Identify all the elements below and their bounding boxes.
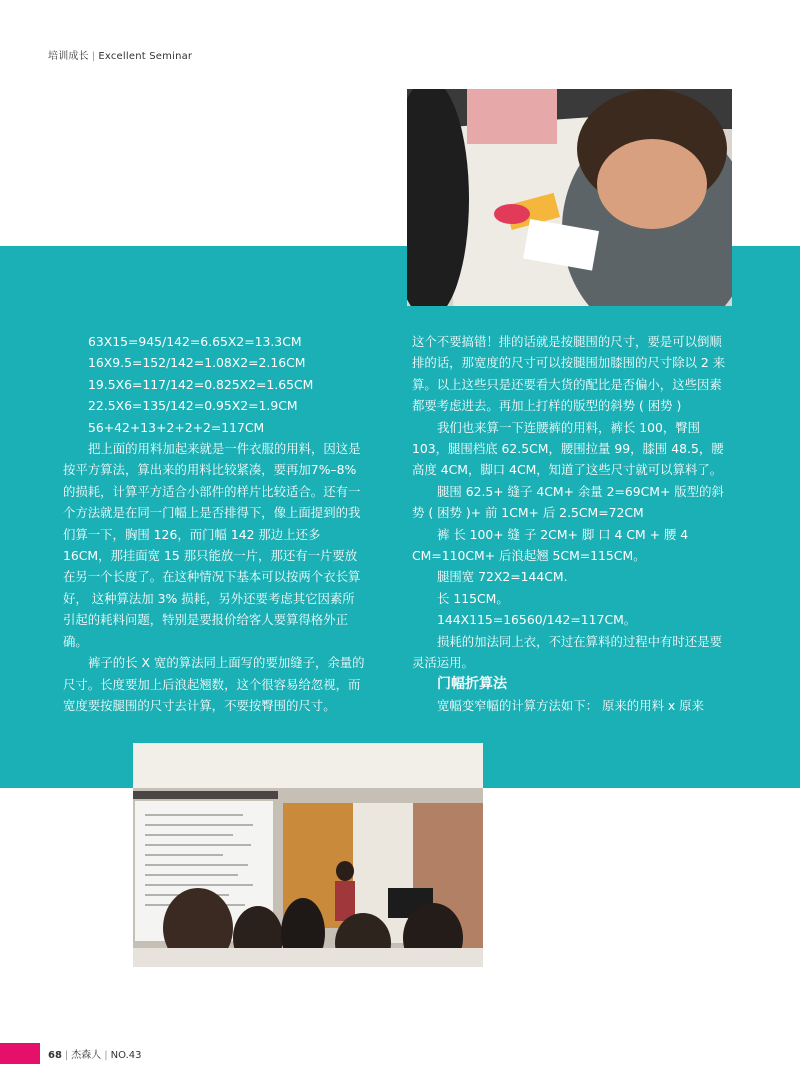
paragraph: 裤 长 100+ 缝 子 2CM+ 脚 口 4 CM + 腰 4 CM=110CM+ 后浪起翘 5CM=115CM。 bbox=[412, 526, 689, 564]
body-text-right-column bbox=[412, 331, 729, 716]
paragraph: 宽幅变窄幅的计算方法如下： 原来的用料 x 原来 bbox=[437, 697, 704, 713]
paragraph: 腿围 62.5+ 缝子 4CM+ 余量 2=69CM+ 版型的斜势 ( 困势 )+ 前 1CM+ 后 2.5CM=72CM bbox=[412, 483, 724, 521]
section-subheading: 门幅折算法 bbox=[437, 675, 507, 692]
paragraph: 腿围宽 72X2=144CM. bbox=[437, 569, 568, 585]
footer-divider: | bbox=[104, 1050, 108, 1061]
issue-number: NO.43 bbox=[110, 1050, 142, 1061]
footer-accent-bar bbox=[0, 1043, 40, 1064]
paragraph: 19.5X6=117/142=0.825X2=1.65CM bbox=[88, 376, 314, 392]
paragraph: 144X115=16560/142=117CM。 bbox=[437, 612, 637, 628]
paragraph: 我们也来算一下连腰裤的用料，裤长 100，臀围 103，腿围档底 62.5CM，腰围拉量 99，膝围 48.5，腰高度 4CM，脚口 4CM，知道了这些尺寸就可以算料了。 bbox=[412, 419, 724, 478]
page-number: 68 bbox=[48, 1050, 62, 1061]
paragraph: 损耗的加法同上衣，不过在算料的过程中有时还是要灵活运用。 bbox=[412, 633, 722, 671]
paragraph: 63X15=945/142=6.65X2=13.3CM bbox=[88, 334, 302, 349]
header-divider: | bbox=[91, 51, 96, 62]
footer-divider: | bbox=[64, 1050, 69, 1061]
training-photo-bottom bbox=[133, 743, 483, 967]
header-section: 培训成长 bbox=[48, 51, 89, 62]
paragraph: 这个不要搞错！排的话就是按腿围的尺寸，要是可以倒顺排的话，那宽度的尺寸可以按腿围加膝围的尺寸除以 2 来算。以上这些只是还要看大货的配比是否偏小，这些因素都要考虑进去。再加上打样的版型的斜势 ( 困势 ) bbox=[412, 334, 726, 414]
page-footer bbox=[48, 1046, 142, 1061]
paragraph: 56+42+13+2+2+2=117CM bbox=[88, 419, 265, 435]
header-title: Excellent Seminar bbox=[98, 51, 193, 62]
paragraph: 22.5X6=135/142=0.95X2=1.9CM bbox=[88, 398, 298, 414]
paragraph: 长 115CM。 bbox=[437, 590, 509, 606]
body-text-left-column bbox=[63, 331, 365, 716]
paragraph: 裤子的长 X 宽的算法同上面写的要加缝子，余量的尺寸。长度要加上后浪起翘数，这个很容易给忽视，而宽度要按腿围的尺寸去计算，不要按臀围的尺寸。 bbox=[63, 655, 365, 713]
training-photo-top bbox=[407, 89, 732, 306]
running-header bbox=[48, 47, 192, 62]
paragraph: 16X9.5=152/142=1.08X2=2.16CM bbox=[88, 355, 306, 371]
magazine-name: 杰森人 bbox=[71, 1050, 102, 1061]
paragraph: 把上面的用料加起来就是一件衣服的用料，因这是按平方算法，算出来的用料比较紧凑，要再加7%–8% 的损耗，计算平方适合小部件的样片比较适合。还有一个方法就是在同一门幅上是否排得下，像上面提到的我们算一下，胸围 126，而门幅 142 那边上还多 16CM，那挂面宽 15 那只能放一片，那还有一片要放在另一个长度了。在这种情况下基本可以按两个衣长算好， 这种算法加 3% 损耗，另外还要考虑其它因素所引起的耗料问题，特别是要报价给客人要算得格外正确。 bbox=[63, 441, 361, 649]
